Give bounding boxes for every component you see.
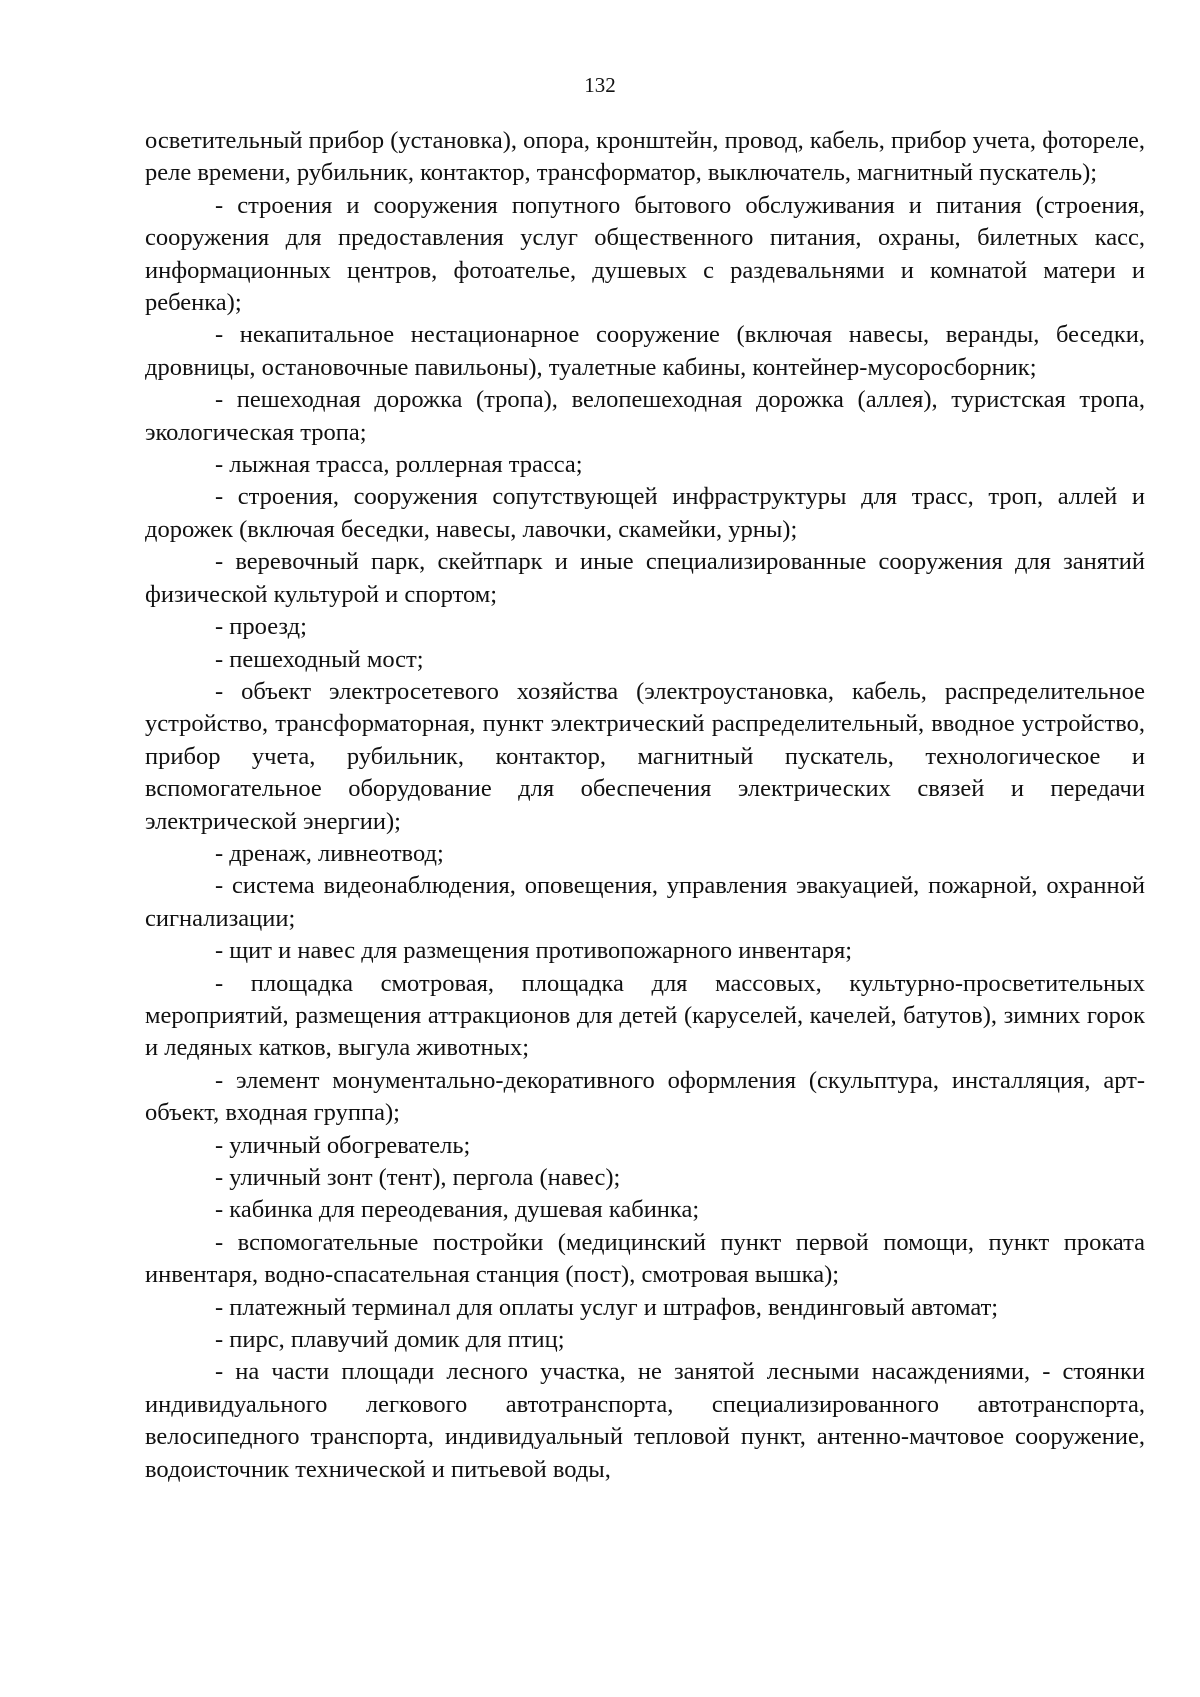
list-item: - система видеонаблюдения, оповещения, управления эвакуацией, пожарной, охранной сигнализации; <box>145 872 1145 932</box>
list-item: - пешеходный мост; <box>215 645 424 673</box>
list-item: - пешеходная дорожка (тропа), велопешеходная дорожка (аллея), туристская тропа, экологическая тропа; <box>145 386 1145 446</box>
list-item: - строения и сооружения попутного бытового обслуживания и питания (строения, сооружения для предоставления услуг общественного питания, охраны, билетных касс, информационных центров, фотоателье, душевых с раздевальнями и комнатой матери и ребенка); <box>145 191 1145 317</box>
list-item: - щит и навес для размещения противопожарного инвентаря; <box>215 937 853 965</box>
list-item: - пирс, плавучий домик для птиц; <box>215 1326 565 1354</box>
list-item: - дренаж, ливнеотвод; <box>215 839 444 867</box>
list-item: - площадка смотровая, площадка для массовых, культурно-просветительных мероприятий, размещения аттракционов для детей (каруселей, качелей, батутов), зимних горок и ледяных катков, выгула животных; <box>145 969 1145 1062</box>
paragraph-continuation: осветительный прибор (установка), опора, кронштейн, провод, кабель, прибор учета, фотореле, реле времени, рубильник, контактор, трансформатор, выключатель, магнитный пускатель); <box>145 127 1145 187</box>
list-item: - вспомогательные постройки (медицинский пункт первой помощи, пункт проката инвентаря, водно-спасательная станция (пост), смотровая вышка); <box>145 1228 1145 1289</box>
list-item: - элемент монументально-декоративного оформления (скульптура, инсталляция, арт-объект, входная группа); <box>145 1066 1145 1127</box>
document-body <box>145 125 1145 1486</box>
list-item: - лыжная трасса, роллерная трасса; <box>215 451 583 479</box>
list-item: - объект электросетевого хозяйства (электроустановка, кабель, распределительное устройство, трансформаторная, пункт электрический распределительный, вводное устройство, прибор учета, рубильник, контактор, магнитный пускатель, технологическое и вспомогательное оборудование для обеспечения электрических связей и передачи электрической энергии); <box>145 677 1145 835</box>
list-item: - кабинка для переодевания, душевая кабинка; <box>215 1196 700 1224</box>
list-item: - на части площади лесного участка, не занятой лесными насаждениями, - стоянки индивидуального легкового автотранспорта, специализированного автотранспорта, велосипедного транспорта, индивидуальный тепловой пункт, антенно-мачтовое сооружение, водоисточник технической и питьевой воды, <box>145 1358 1145 1483</box>
list-item: - веревочный парк, скейтпарк и иные специализированные сооружения для занятий физической культурой и спортом; <box>145 548 1145 608</box>
list-item: - строения, сооружения сопутствующей инфраструктуры для трасс, троп, аллей и дорожек (включая беседки, навесы, лавочки, скамейки, урны); <box>145 483 1145 543</box>
list-item: - некапитальное нестационарное сооружение (включая навесы, веранды, беседки, дровницы, остановочные павильоны), туалетные кабины, контейнер-мусоросборник; <box>145 321 1145 381</box>
page-number: 132 <box>584 73 616 97</box>
list-item: - платежный терминал для оплаты услуг и штрафов, вендинговый автомат; <box>215 1293 999 1321</box>
list-item: - проезд; <box>215 613 307 641</box>
list-item: - уличный обогреватель; <box>215 1131 471 1159</box>
list-item: - уличный зонт (тент), пергола (навес); <box>215 1164 621 1191</box>
